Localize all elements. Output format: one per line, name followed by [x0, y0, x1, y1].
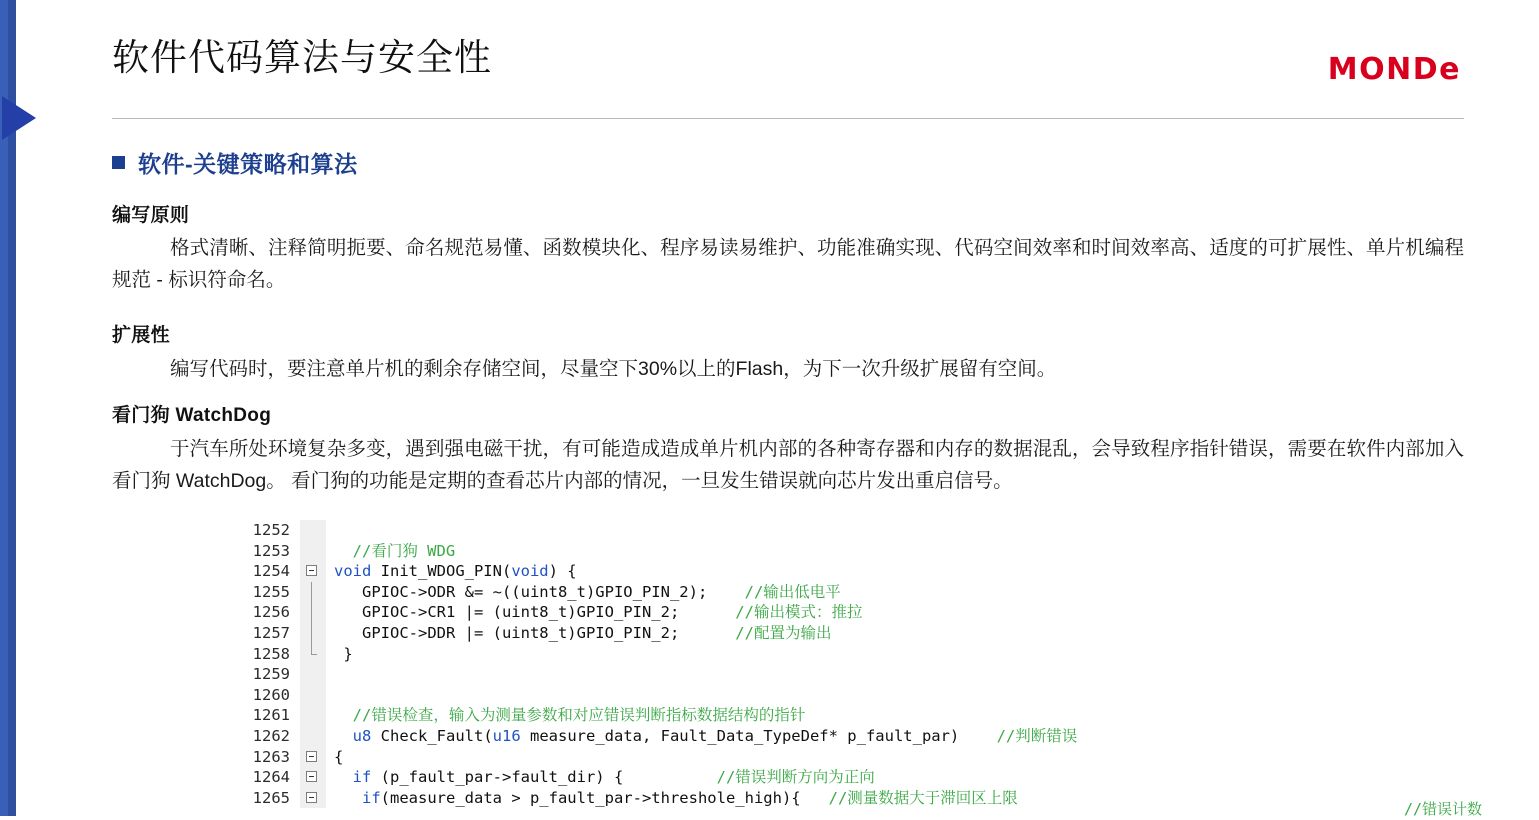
paragraph-principles: 格式清晰、注释简明扼要、命名规范易懂、函数模块化、程序易读易维护、功能准确实现、代码空间效率和时间效率高、适度的可扩展性、单片机编程规范 - 标识符命名。	[112, 237, 1464, 291]
code-text: //看门狗 WDG	[334, 541, 456, 560]
fold-gutter[interactable]	[300, 561, 326, 582]
square-bullet-icon	[112, 156, 125, 169]
code-line	[228, 602, 1518, 623]
fold-gutter[interactable]	[300, 767, 326, 788]
fold-guide-line	[311, 623, 312, 644]
line-number: 1263	[228, 747, 300, 768]
code-line	[228, 644, 1518, 665]
code-text: GPIOC->CR1 |= (uint8_t)GPIO_PIN_2; //输出模式：推拉	[334, 603, 863, 622]
fold-gutter[interactable]	[300, 747, 326, 768]
fold-guide-line	[311, 582, 312, 603]
fold-gutter	[300, 520, 326, 541]
fold-guide-line	[311, 602, 312, 623]
code-listing	[228, 520, 1518, 820]
paragraph-watchdog: 于汽车所处环境复杂多变，遇到强电磁干扰，有可能造成造成单片机内部的各种寄存器和内存的数据混乱，会导致程序指针错误，需要在软件内部加入看门狗 WatchDog。 看门狗的功能是定期的查看芯片内部的情况，一旦发生错误就向芯片发出重启信号。	[112, 438, 1464, 492]
subheading-extensibility: 扩展性	[112, 325, 170, 346]
code-line	[228, 726, 1518, 747]
line-number: 1256	[228, 602, 300, 623]
fold-collapse-icon[interactable]	[306, 751, 317, 762]
section-heading	[112, 146, 358, 179]
code-text: if(measure_data > p_fault_par->threshole_high){ //测量数据大于滞回区上限	[362, 788, 1018, 807]
fold-end-marker	[311, 644, 312, 655]
code-line	[228, 767, 1518, 788]
code-tail-comment: //错误计数	[1403, 800, 1482, 819]
line-number: 1257	[228, 623, 300, 644]
line-number: 1254	[228, 561, 300, 582]
code-text: {	[334, 747, 344, 766]
line-number: 1259	[228, 664, 300, 685]
fold-collapse-icon[interactable]	[306, 792, 317, 803]
code-line	[228, 685, 1518, 706]
line-number: 1261	[228, 705, 300, 726]
code-text: void Init_WDOG_PIN(void) {	[334, 562, 577, 581]
section-heading-label: 软件-关键策略和算法	[138, 151, 358, 177]
fold-collapse-icon[interactable]	[306, 771, 317, 782]
subheading-watchdog: 看门狗 WatchDog	[112, 405, 272, 426]
code-text: GPIOC->DDR |= (uint8_t)GPIO_PIN_2; //配置为输出	[334, 623, 832, 642]
left-arrow-icon	[2, 96, 36, 140]
brand-logo: MONDe	[1327, 52, 1461, 87]
paragraph-extensibility: 编写代码时，要注意单片机的剩余存储空间，尽量空下30%以上的Flash，为下一次升级扩展留有空间。	[170, 358, 1057, 380]
fold-gutter	[300, 726, 326, 747]
line-number: 1252	[228, 520, 300, 541]
fold-gutter	[300, 541, 326, 562]
code-text: u8 Check_Fault(u16 measure_data, Fault_Data_TypeDef* p_fault_par) //判断错误	[352, 726, 1078, 745]
fold-gutter[interactable]	[300, 788, 326, 809]
line-number: 1264	[228, 767, 300, 788]
code-line	[228, 541, 1518, 562]
line-number: 1253	[228, 541, 300, 562]
page-title: 软件代码算法与安全性	[112, 37, 492, 78]
fold-gutter	[300, 602, 326, 623]
code-text: GPIOC->ODR &= ~((uint8_t)GPIO_PIN_2); //输出低电平	[334, 582, 841, 601]
code-line	[228, 788, 1518, 809]
code-line	[228, 705, 1518, 726]
fold-gutter	[300, 705, 326, 726]
line-number: 1262	[228, 726, 300, 747]
code-line	[228, 561, 1518, 582]
code-line	[228, 582, 1518, 603]
fold-gutter	[300, 664, 326, 685]
code-line	[228, 664, 1518, 685]
code-line	[228, 623, 1518, 644]
code-text: //错误检查，输入为测量参数和对应错误判断指标数据结构的指针	[334, 706, 806, 725]
fold-collapse-icon[interactable]	[306, 565, 317, 576]
code-line	[228, 520, 1518, 541]
fold-gutter	[300, 582, 326, 603]
line-number: 1255	[228, 582, 300, 603]
fold-gutter	[300, 623, 326, 644]
code-text: if (p_fault_par->fault_dir) { //错误判断方向为正向	[352, 768, 875, 787]
code-line	[228, 747, 1518, 768]
subheading-principles: 编写原则	[112, 205, 190, 226]
fold-gutter	[300, 685, 326, 706]
header-divider	[112, 118, 1464, 119]
line-number: 1265	[228, 788, 300, 809]
code-text: }	[334, 644, 353, 663]
line-number: 1258	[228, 644, 300, 665]
fold-gutter	[300, 644, 326, 665]
line-number: 1260	[228, 685, 300, 706]
